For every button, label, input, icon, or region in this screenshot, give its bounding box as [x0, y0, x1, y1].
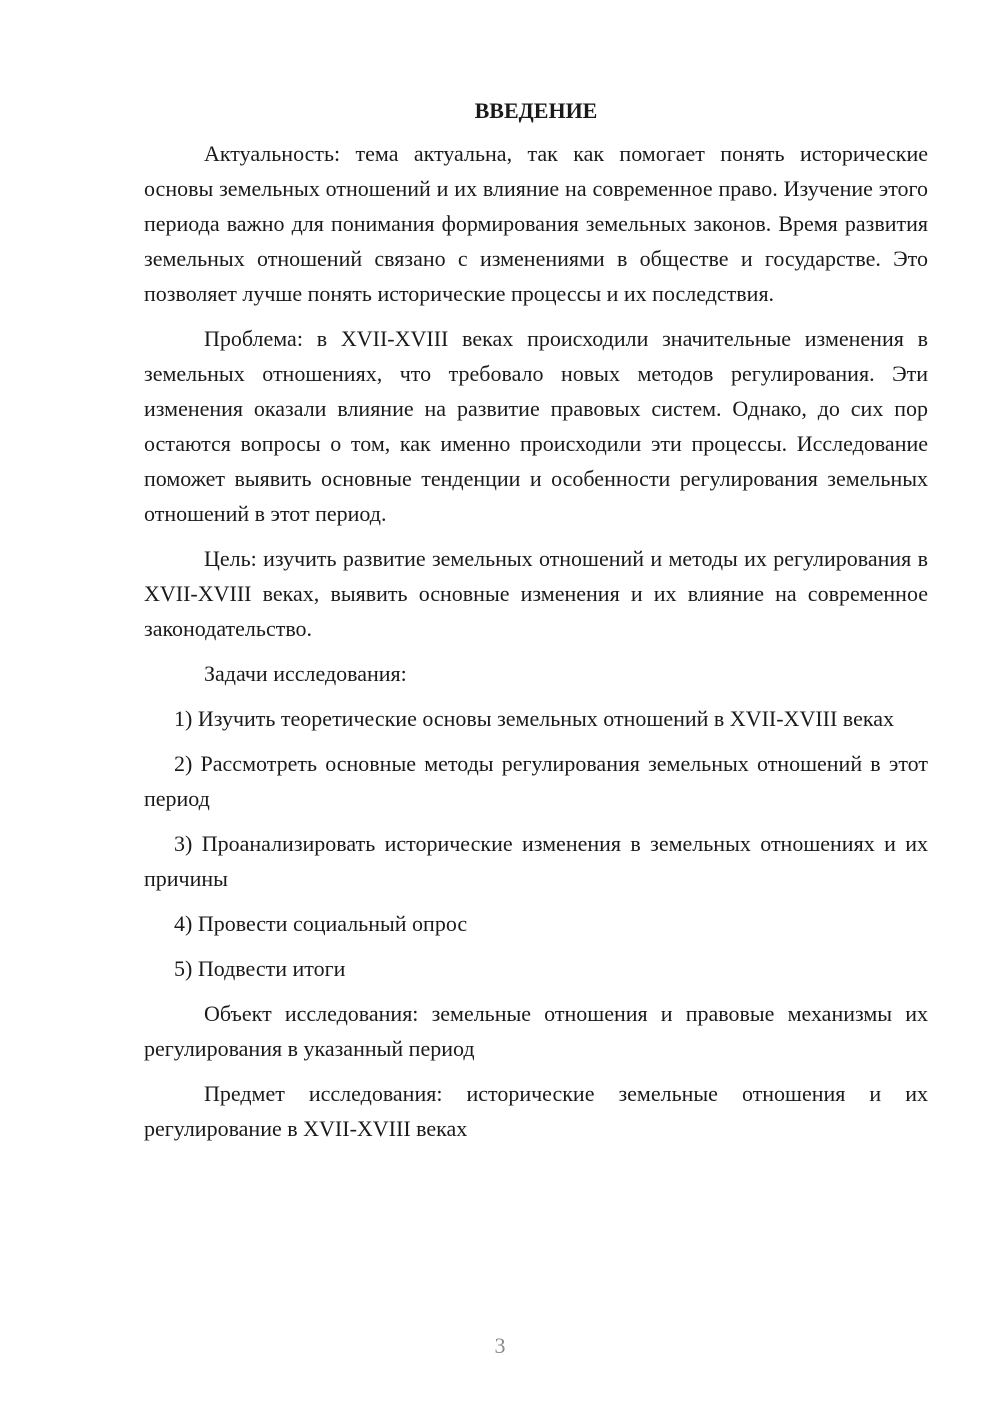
task-item-2: 2) Рассмотреть основные методы регулирования земельных отношений в этот период: [144, 751, 928, 811]
task-item-5: 5) Подвести итоги: [174, 956, 346, 981]
paragraph-goal: Цель: изучить развитие земельных отношений и методы их регулирования в XVII-XVIII веках, выявить основные изменения и их влияние на современное законодательство.: [144, 546, 928, 641]
section-title: ВВЕДЕНИЕ: [474, 98, 598, 123]
task-item-1: 1) Изучить теоретические основы земельных отношений в XVII-XVIII веках: [174, 706, 894, 731]
page-number: 3: [494, 1333, 506, 1358]
tasks-heading: Задачи исследования:: [204, 661, 407, 686]
task-item-4: 4) Провести социальный опрос: [174, 911, 468, 936]
page-content: [144, 96, 928, 1156]
paragraph-subject: Предмет исследования: исторические земельные отношения и их регулирование в XVII-XVIII веках: [144, 1081, 928, 1141]
task-item-3: 3) Проанализировать исторические изменения в земельных отношениях и их причины: [144, 831, 928, 891]
paragraph-object: Объект исследования: земельные отношения и правовые механизмы их регулирования в указанный период: [144, 1001, 928, 1061]
paragraph-problem: Проблема: в XVII-XVIII веках происходили значительные изменения в земельных отношениях, что требовало новых методов регулирования. Эти изменения оказали влияние на развитие правовых систем. Однако, до сих пор остаются вопросы о том, как именно происходили эти процессы. Исследование поможет выявить основные тенденции и особенности регулирования земельных отношений в этот период.: [144, 326, 928, 526]
paragraph-relevance: Актуальность: тема актуальна, так как помогает понять исторические основы земельных отношений и их влияние на современное право. Изучение этого периода важно для понимания формирования земельных законов. Время развития земельных отношений связано с изменениями в обществе и государстве. Это позволяет лучше понять исторические процессы и их последствия.: [144, 141, 928, 306]
